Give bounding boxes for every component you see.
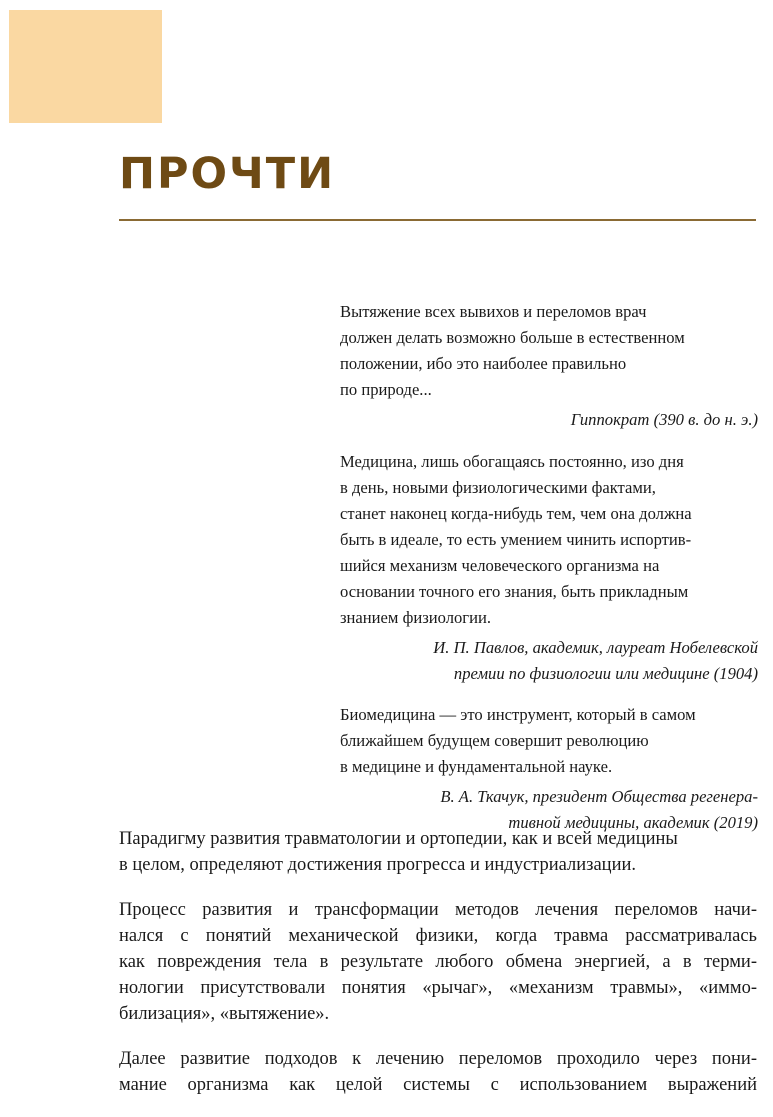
- epigraphs-section: [340, 299, 758, 836]
- body-paragraph: [119, 826, 757, 878]
- quote-line: в медицине и фундаментальной науке.: [340, 757, 613, 776]
- quote-line: в день, новыми физиологическими фактами,: [340, 478, 656, 497]
- attribution-line: премии по физиологии или медицине (1904): [453, 664, 758, 683]
- epigraph-attribution: [340, 407, 758, 433]
- attribution-line: В. А. Ткачук, президент Общества регенера-: [440, 787, 758, 806]
- chapter-title: ПРОЧТИ: [119, 149, 336, 199]
- attribution-line: тивной медицины, академик (2019): [508, 813, 758, 832]
- body-line: Далее развитие подходов к лечению переломов проходило через пони-: [119, 1049, 757, 1069]
- quote-line: положении, ибо это наиболее правильно: [340, 354, 627, 373]
- quote-line: шийся механизм человеческого организма на: [340, 556, 660, 575]
- epigraph-attribution: [340, 635, 758, 687]
- epigraph-quote: [340, 449, 758, 631]
- body-line: нался с понятий механической физики, когда травма рассматривалась: [119, 926, 757, 946]
- body-line: Процесс развития и трансформации методов лечения переломов начи-: [119, 900, 757, 920]
- quote-line: Биомедицина — это инструмент, который в самом: [340, 705, 696, 724]
- quote-line: должен делать возможно больше в естественном: [340, 328, 685, 347]
- quote-line: ближайшем будущем совершит революцию: [340, 731, 649, 750]
- attribution-line: И. П. Павлов, академик, лауреат Нобелевской: [433, 638, 758, 657]
- epigraph-pavlov: [340, 449, 758, 687]
- body-text: [119, 826, 757, 1117]
- body-line: нологии присутствовали понятия «рычаг», «механизм травмы», «иммо-: [119, 978, 757, 998]
- quote-line: Медицина, лишь обогащаясь постоянно, изо дня: [340, 452, 684, 471]
- body-line: билизация», «вытяжение».: [119, 1004, 330, 1024]
- quote-line: Вытяжение всех вывихов и переломов врач: [340, 302, 647, 321]
- decorative-corner-block: [9, 10, 162, 123]
- epigraph-quote: [340, 299, 758, 403]
- body-paragraph: [119, 1046, 757, 1098]
- attribution-line: Гиппократ (390 в. до н. э.): [570, 410, 758, 429]
- quote-line: знанием физиологии.: [340, 608, 492, 627]
- body-line: мание организма как целой системы с использованием выражений: [119, 1075, 757, 1095]
- quote-line: станет наконец когда-нибудь тем, чем она должна: [340, 504, 692, 523]
- quote-line: основании точного его знания, быть прикладным: [340, 582, 689, 601]
- body-line: в целом, определяют достижения прогресса и индустриализации.: [119, 855, 636, 875]
- quote-line: по природе...: [340, 380, 432, 399]
- epigraph-quote: [340, 702, 758, 780]
- title-divider: [119, 219, 756, 221]
- quote-line: быть в идеале, то есть умением чинить испортив-: [340, 530, 692, 549]
- epigraph-tkachuk: [340, 702, 758, 836]
- body-line: Парадигму развития травматологии и ортопедии, как и всей медицины: [119, 829, 678, 849]
- body-line: как повреждения тела в результате любого обмена энергией, а в терми-: [119, 952, 757, 972]
- epigraph-hippocrates: [340, 299, 758, 433]
- body-paragraph: [119, 897, 757, 1027]
